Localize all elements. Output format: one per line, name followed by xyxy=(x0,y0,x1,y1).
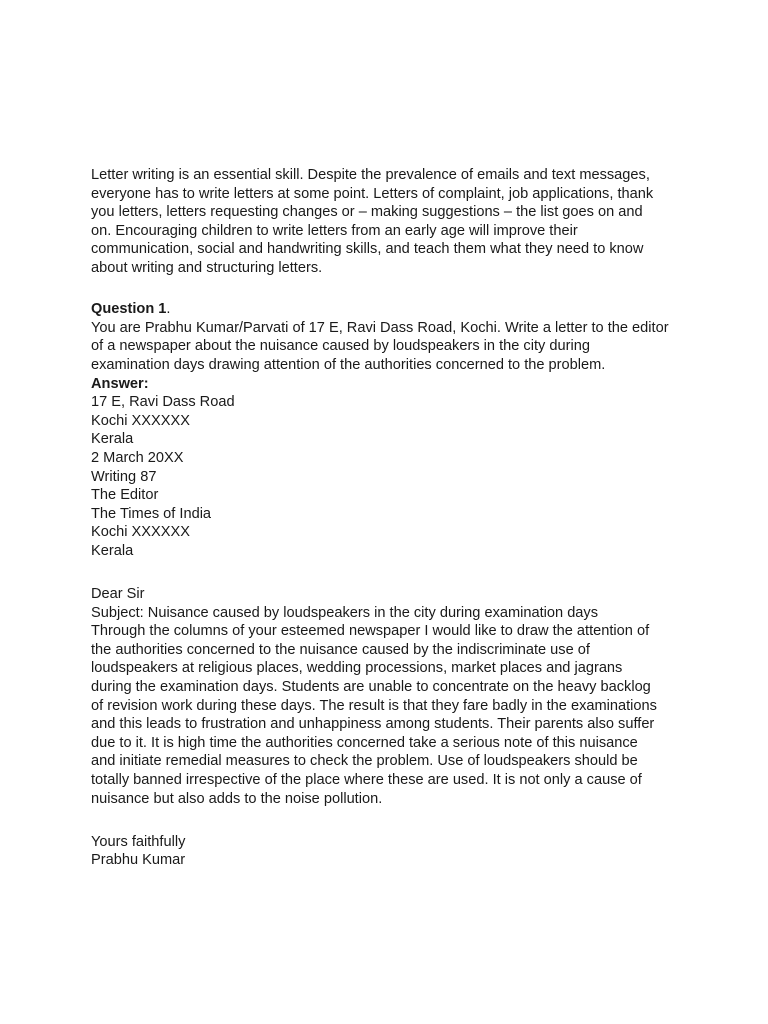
intro-paragraph xyxy=(91,166,691,278)
salutation: Dear Sir xyxy=(91,586,145,603)
answer-heading: Answer: xyxy=(91,375,149,392)
letter-subject: Subject: Nuisance caused by loudspeakers in the city during examination days xyxy=(91,604,599,621)
letter-date: 2 March 20XX xyxy=(91,449,184,466)
intro-line: everyone has to write letters at some point. Letters of complaint, job applications, thank xyxy=(91,185,654,202)
question-line: of a newspaper about the nuisance caused by loudspeakers in the city during xyxy=(91,338,590,355)
question-line: examination days drawing attention of the authorities concerned to the problem. xyxy=(91,356,606,373)
question-heading-suffix: . xyxy=(166,301,171,318)
question-line: You are Prabhu Kumar/Parvati of 17 E, Ravi Dass Road, Kochi. Write a letter to the editor xyxy=(91,319,669,336)
recipient-address-line: Kerala xyxy=(91,542,134,559)
body-line: the authorities concerned to the nuisance caused by the indiscriminate use of xyxy=(91,641,590,658)
body-line: nuisance but also adds to the noise pollution. xyxy=(91,790,383,807)
question-block xyxy=(91,300,691,560)
recipient-address-line: The Editor xyxy=(91,487,159,504)
recipient-address-line: Kochi XXXXXX xyxy=(91,524,190,541)
question-heading-line xyxy=(91,300,691,319)
letter-body xyxy=(91,585,691,808)
signature: Prabhu Kumar xyxy=(91,852,186,869)
sender-address-line: Kerala xyxy=(91,431,134,448)
sender-address-line: Kochi XXXXXX xyxy=(91,412,190,429)
body-line: loudspeakers at religious places, wedding processions, market places and jagrans xyxy=(91,660,623,677)
letter-closing xyxy=(91,833,691,870)
closing: Yours faithfully xyxy=(91,833,186,850)
body-line: totally banned irrespective of the place where these are used. It is not only a cause of xyxy=(91,772,642,788)
intro-line: on. Encouraging children to write letters from an early age will improve their xyxy=(91,222,578,239)
body-line: due to it. It is high time the authorities concerned take a serious note of this nuisance xyxy=(91,734,638,751)
letter-reference: Writing 87 xyxy=(91,468,157,485)
body-line: Through the columns of your esteemed newspaper I would like to draw the attention of xyxy=(91,623,650,640)
intro-line: communication, social and handwriting skills, and teach them what they need to know xyxy=(91,241,644,258)
intro-line: you letters, letters requesting changes or – making suggestions – the list goes on and xyxy=(91,204,643,221)
question-heading: Question 1 xyxy=(91,301,167,318)
intro-line: Letter writing is an essential skill. Despite the prevalence of emails and text messages, xyxy=(91,167,650,183)
body-line: and this leads to frustration and unhappiness among students. Their parents also suffer xyxy=(91,716,655,733)
body-line: during the examination days. Students are unable to concentrate on the heavy backlog xyxy=(91,679,651,696)
body-line: of revision work during these days. The result is that they fare badly in the examinations xyxy=(91,697,657,714)
intro-line: about writing and structuring letters. xyxy=(91,259,323,276)
document-page xyxy=(91,166,691,870)
recipient-address-line: The Times of India xyxy=(91,505,212,522)
sender-address-line: 17 E, Ravi Dass Road xyxy=(91,394,235,411)
body-line: and initiate remedial measures to check the problem. Use of loudspeakers should be xyxy=(91,753,638,770)
